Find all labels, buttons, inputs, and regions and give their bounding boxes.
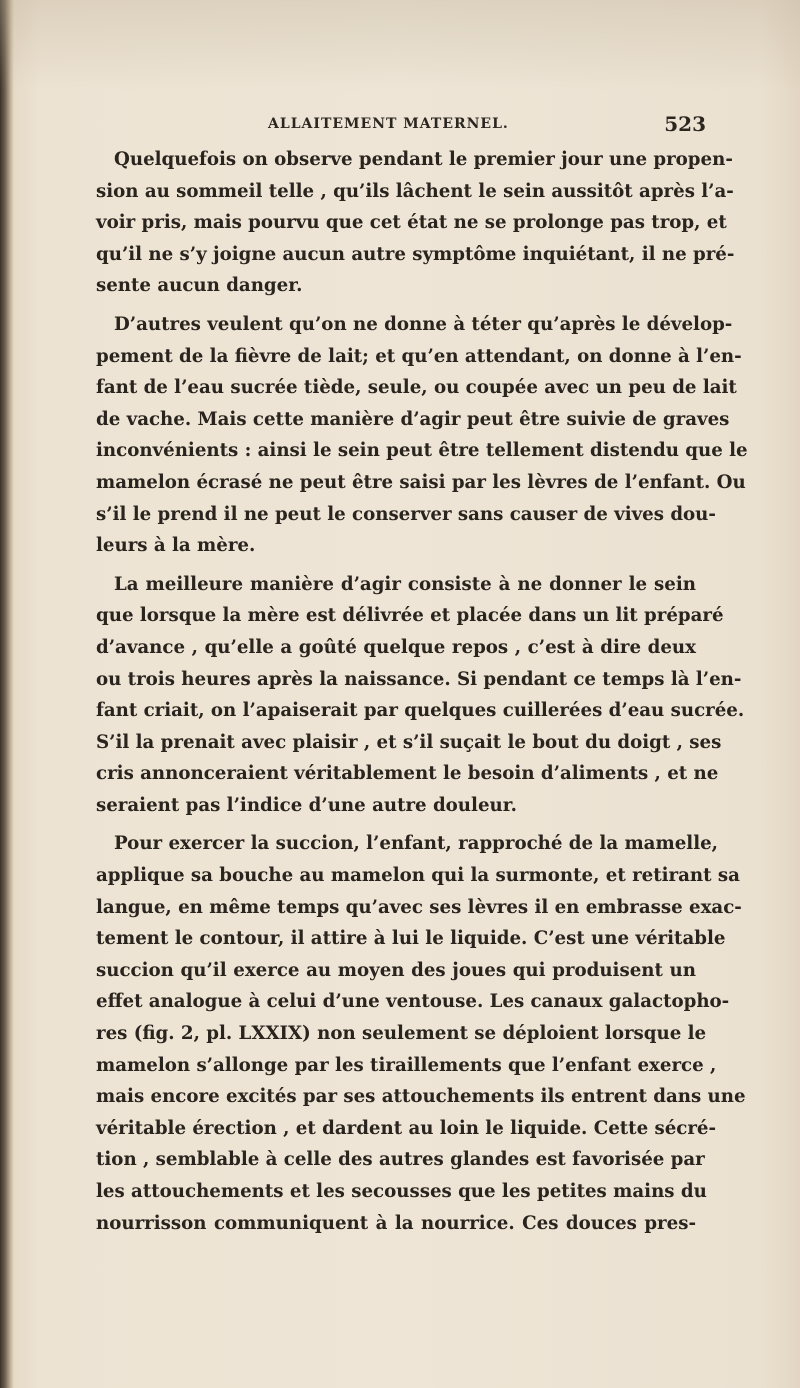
text-line: seraient pas l’indice d’une autre douleur. [96,794,517,816]
text-line: sion au sommeil telle , qu’ils lâchent le sein aussitôt après l’a- [96,180,734,202]
running-header [78,112,706,140]
text-line: de vache. Mais cette manière d’agir peut être suivie de graves [96,408,730,430]
text-line: mamelon s’allonge par les tiraillements que l’enfant exerce , [96,1054,717,1076]
text-line: ou trois heures après la naissance. Si pendant ce temps là l’en- [96,668,742,690]
text-line: que lorsque la mère est délivrée et placée dans un lit préparé [96,605,724,627]
text-line: succion qu’il exerce au moyen des joues qui produisent un [96,959,696,981]
page-number: 523 [664,112,706,136]
text-line: tion , semblable à celle des autres glandes est favorisée par [96,1149,705,1171]
text-line: S’il la prenait avec plaisir , et s’il suçait le bout du doigt , ses [96,731,722,753]
text-line: applique sa bouche au mamelon qui la surmonte, et retirant sa [96,865,740,887]
text-line: sente aucun danger. [96,275,303,297]
text-line: Pour exercer la succion, l’enfant, rapproché de la mamelle, [114,833,719,855]
text-line: tement le contour, il attire à lui le liquide. C’est une véritable [96,928,726,950]
page-top-shading [0,0,800,90]
paragraph [78,309,748,562]
paragraph [78,828,746,1239]
text-line: voir pris, mais pourvu que cet état ne se prolonge pas trop, et [96,212,727,234]
text-line: res (fig. 2, pl. LXXIX) non seulement se déploient lorsque le [96,1023,707,1045]
text-line: effet analogue à celui d’une ventouse. Les canaux galactopho- [96,991,730,1013]
text-line: les attouchements et les secousses que les petites mains du [96,1181,707,1202]
text-line: D’autres veulent qu’on ne donne à téter qu’après le dévelop- [114,313,733,335]
text-line: d’avance , qu’elle a goûté quelque repos , c’est à dire deux [96,636,696,658]
text-line: langue, en même temps qu’avec ses lèvres il en embrasse exac- [96,896,742,918]
text-line: mais encore excités par ses attouchements ils entrent dans une [96,1086,746,1108]
text-line: fant criait, on l’apaiserait par quelques cuillerées d’eau sucrée. [96,700,745,722]
text-line: leurs à la mère. [96,535,256,557]
text-line: cris annonceraient véritablement le besoin d’aliments , et ne [96,763,719,785]
text-line: fant de l’eau sucrée tiède, seule, ou coupée avec un peu de lait [96,377,737,399]
running-head-title: ALLAITEMENT MATERNEL. [268,116,509,132]
text-line: La meilleure manière d’agir consiste à ne donner le sein [114,573,696,595]
paragraph [78,569,745,822]
text-line: nourrisson communiquent à la nourrice. Ces douces pres- [96,1212,696,1234]
paragraph [78,144,735,302]
text-line: véritable érection , et dardent au loin le liquide. Cette sécré- [96,1117,717,1139]
text-line: qu’il ne s’y joigne aucun autre symptôme inquiétant, il ne pré- [96,243,735,265]
text-line: mamelon écrasé ne peut être saisi par les lèvres de l’enfant. Ou [96,471,746,493]
text-line: inconvénients : ainsi le sein peut être tellement distendu que le [96,440,748,462]
text-line: Quelquefois on observe pendant le premier jour une propen- [114,149,733,170]
text-line: s’il le prend il ne peut le conserver sans causer de vives dou- [96,503,716,525]
text-line: pement de la fièvre de lait; et qu’en attendant, on donne à l’en- [96,345,742,367]
body-text [78,144,748,1246]
book-spine-shadow [0,0,14,1388]
